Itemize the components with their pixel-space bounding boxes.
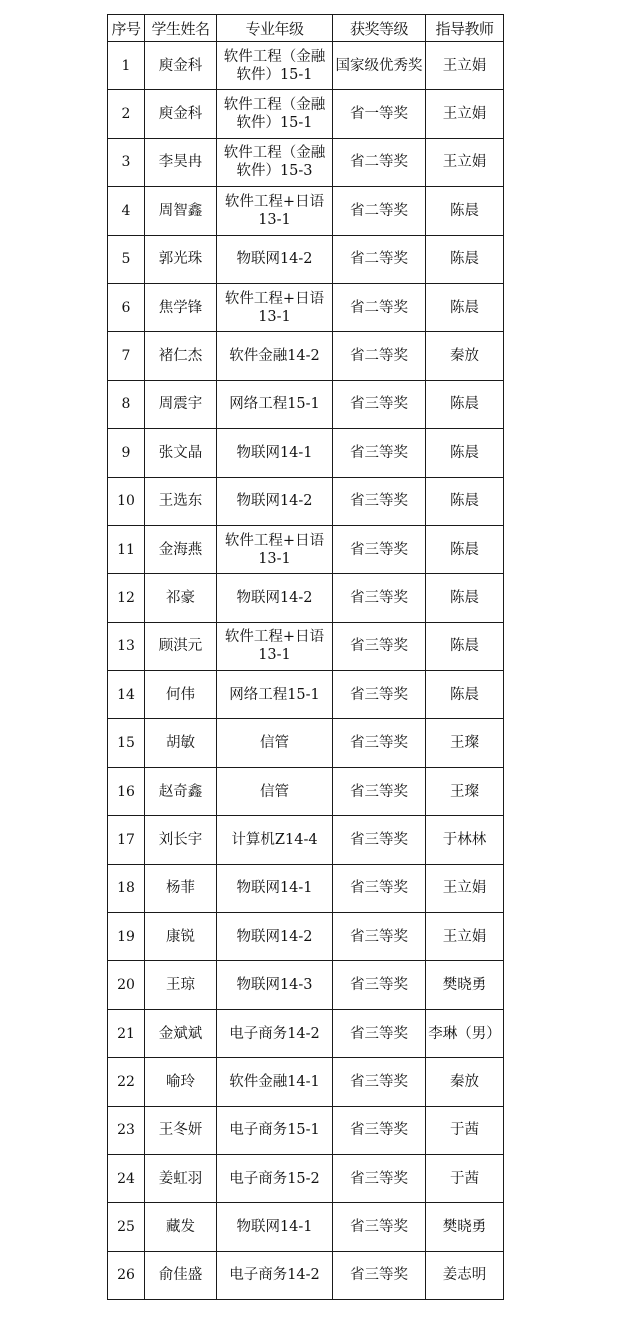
cell-teacher: 陈晨 bbox=[426, 671, 504, 719]
cell-name: 藏发 bbox=[145, 1203, 217, 1251]
cell-name: 何伟 bbox=[145, 671, 217, 719]
table-row bbox=[108, 42, 504, 90]
cell-major: 物联网14-1 bbox=[217, 429, 333, 477]
cell-teacher: 王立娟 bbox=[426, 90, 504, 138]
cell-award: 省三等奖 bbox=[333, 913, 426, 961]
cell-award: 省三等奖 bbox=[333, 719, 426, 767]
cell-award: 省三等奖 bbox=[333, 525, 426, 573]
cell-no: 24 bbox=[108, 1154, 145, 1202]
cell-no: 4 bbox=[108, 187, 145, 235]
table-row bbox=[108, 864, 504, 912]
table-row bbox=[108, 138, 504, 186]
table-row bbox=[108, 1106, 504, 1154]
header-no: 序号 bbox=[108, 15, 145, 42]
cell-major: 物联网14-2 bbox=[217, 235, 333, 283]
cell-no: 15 bbox=[108, 719, 145, 767]
cell-award: 省三等奖 bbox=[333, 671, 426, 719]
cell-major: 网络工程15-1 bbox=[217, 671, 333, 719]
cell-teacher: 樊晓勇 bbox=[426, 1203, 504, 1251]
cell-name: 刘长宇 bbox=[145, 816, 217, 864]
table-row bbox=[108, 1154, 504, 1202]
cell-major: 物联网14-2 bbox=[217, 477, 333, 525]
cell-name: 赵奇鑫 bbox=[145, 767, 217, 815]
cell-teacher: 秦放 bbox=[426, 1058, 504, 1106]
cell-name: 庾金科 bbox=[145, 90, 217, 138]
cell-major: 软件工程+日语13-1 bbox=[217, 283, 333, 331]
cell-major: 信管 bbox=[217, 767, 333, 815]
table-row bbox=[108, 719, 504, 767]
cell-teacher: 樊晓勇 bbox=[426, 961, 504, 1009]
cell-no: 16 bbox=[108, 767, 145, 815]
cell-name: 庾金科 bbox=[145, 42, 217, 90]
table-row bbox=[108, 90, 504, 138]
cell-teacher: 王立娟 bbox=[426, 138, 504, 186]
cell-award: 省三等奖 bbox=[333, 1251, 426, 1299]
cell-award: 省三等奖 bbox=[333, 574, 426, 622]
cell-award: 省二等奖 bbox=[333, 138, 426, 186]
table-body bbox=[108, 42, 504, 1300]
cell-name: 王琼 bbox=[145, 961, 217, 1009]
table-row bbox=[108, 525, 504, 573]
cell-major: 软件工程+日语13-1 bbox=[217, 187, 333, 235]
cell-award: 省三等奖 bbox=[333, 622, 426, 670]
cell-no: 1 bbox=[108, 42, 145, 90]
cell-award: 省二等奖 bbox=[333, 283, 426, 331]
cell-major: 软件工程+日语13-1 bbox=[217, 622, 333, 670]
table-row bbox=[108, 913, 504, 961]
cell-major: 软件工程（金融软件）15-3 bbox=[217, 138, 333, 186]
cell-name: 杨菲 bbox=[145, 864, 217, 912]
cell-no: 13 bbox=[108, 622, 145, 670]
cell-no: 23 bbox=[108, 1106, 145, 1154]
cell-teacher: 于林林 bbox=[426, 816, 504, 864]
cell-major: 软件金融14-1 bbox=[217, 1058, 333, 1106]
cell-name: 祁豪 bbox=[145, 574, 217, 622]
cell-no: 11 bbox=[108, 525, 145, 573]
table-row bbox=[108, 477, 504, 525]
header-teacher: 指导教师 bbox=[426, 15, 504, 42]
cell-name: 姜虹羽 bbox=[145, 1154, 217, 1202]
table-row bbox=[108, 961, 504, 1009]
cell-teacher: 王立娟 bbox=[426, 864, 504, 912]
cell-award: 国家级优秀奖 bbox=[333, 42, 426, 90]
cell-no: 10 bbox=[108, 477, 145, 525]
cell-name: 张文晶 bbox=[145, 429, 217, 477]
cell-award: 省三等奖 bbox=[333, 864, 426, 912]
cell-no: 20 bbox=[108, 961, 145, 1009]
table-row bbox=[108, 380, 504, 428]
cell-award: 省三等奖 bbox=[333, 1058, 426, 1106]
cell-major: 信管 bbox=[217, 719, 333, 767]
cell-name: 俞佳盛 bbox=[145, 1251, 217, 1299]
cell-award: 省三等奖 bbox=[333, 1106, 426, 1154]
cell-no: 14 bbox=[108, 671, 145, 719]
cell-name: 周震宇 bbox=[145, 380, 217, 428]
cell-major: 电子商务15-2 bbox=[217, 1154, 333, 1202]
cell-name: 李昊冉 bbox=[145, 138, 217, 186]
cell-name: 金海燕 bbox=[145, 525, 217, 573]
cell-teacher: 陈晨 bbox=[426, 622, 504, 670]
table-row bbox=[108, 1251, 504, 1299]
cell-award: 省三等奖 bbox=[333, 1203, 426, 1251]
cell-major: 电子商务15-1 bbox=[217, 1106, 333, 1154]
cell-no: 25 bbox=[108, 1203, 145, 1251]
cell-award: 省三等奖 bbox=[333, 477, 426, 525]
table-row bbox=[108, 671, 504, 719]
cell-major: 计算机Z14-4 bbox=[217, 816, 333, 864]
cell-teacher: 王立娟 bbox=[426, 42, 504, 90]
cell-teacher: 陈晨 bbox=[426, 477, 504, 525]
cell-major: 软件工程（金融软件）15-1 bbox=[217, 42, 333, 90]
header-award: 获奖等级 bbox=[333, 15, 426, 42]
cell-name: 顾淇元 bbox=[145, 622, 217, 670]
cell-teacher: 陈晨 bbox=[426, 429, 504, 477]
awards-table bbox=[107, 14, 504, 1300]
header-name: 学生姓名 bbox=[145, 15, 217, 42]
table-row bbox=[108, 235, 504, 283]
table-row bbox=[108, 574, 504, 622]
cell-no: 12 bbox=[108, 574, 145, 622]
cell-award: 省三等奖 bbox=[333, 380, 426, 428]
cell-teacher: 王璨 bbox=[426, 719, 504, 767]
header-major: 专业年级 bbox=[217, 15, 333, 42]
cell-award: 省二等奖 bbox=[333, 235, 426, 283]
cell-teacher: 于茜 bbox=[426, 1154, 504, 1202]
table-row bbox=[108, 429, 504, 477]
cell-major: 物联网14-1 bbox=[217, 1203, 333, 1251]
cell-name: 褚仁杰 bbox=[145, 332, 217, 380]
cell-no: 5 bbox=[108, 235, 145, 283]
header-row bbox=[108, 15, 504, 42]
cell-no: 22 bbox=[108, 1058, 145, 1106]
table-row bbox=[108, 1203, 504, 1251]
cell-no: 8 bbox=[108, 380, 145, 428]
cell-no: 18 bbox=[108, 864, 145, 912]
cell-award: 省三等奖 bbox=[333, 767, 426, 815]
cell-no: 9 bbox=[108, 429, 145, 477]
cell-teacher: 王立娟 bbox=[426, 913, 504, 961]
cell-name: 焦学锋 bbox=[145, 283, 217, 331]
cell-major: 软件金融14-2 bbox=[217, 332, 333, 380]
table-row bbox=[108, 1009, 504, 1057]
table-row bbox=[108, 1058, 504, 1106]
table-row bbox=[108, 816, 504, 864]
cell-award: 省三等奖 bbox=[333, 961, 426, 1009]
cell-name: 王选东 bbox=[145, 477, 217, 525]
cell-major: 电子商务14-2 bbox=[217, 1251, 333, 1299]
cell-no: 21 bbox=[108, 1009, 145, 1057]
cell-teacher: 陈晨 bbox=[426, 525, 504, 573]
cell-award: 省二等奖 bbox=[333, 332, 426, 380]
cell-major: 软件工程+日语13-1 bbox=[217, 525, 333, 573]
table-row bbox=[108, 283, 504, 331]
cell-teacher: 陈晨 bbox=[426, 574, 504, 622]
cell-major: 电子商务14-2 bbox=[217, 1009, 333, 1057]
cell-no: 26 bbox=[108, 1251, 145, 1299]
cell-award: 省三等奖 bbox=[333, 1009, 426, 1057]
cell-major: 软件工程（金融软件）15-1 bbox=[217, 90, 333, 138]
cell-award: 省三等奖 bbox=[333, 429, 426, 477]
cell-major: 物联网14-2 bbox=[217, 913, 333, 961]
cell-name: 康锐 bbox=[145, 913, 217, 961]
cell-award: 省二等奖 bbox=[333, 187, 426, 235]
cell-award: 省三等奖 bbox=[333, 816, 426, 864]
cell-name: 郭光珠 bbox=[145, 235, 217, 283]
cell-no: 7 bbox=[108, 332, 145, 380]
cell-teacher: 陈晨 bbox=[426, 283, 504, 331]
cell-major: 物联网14-1 bbox=[217, 864, 333, 912]
cell-name: 金斌斌 bbox=[145, 1009, 217, 1057]
cell-teacher: 陈晨 bbox=[426, 235, 504, 283]
table-row bbox=[108, 622, 504, 670]
cell-teacher: 陈晨 bbox=[426, 380, 504, 428]
cell-teacher: 王璨 bbox=[426, 767, 504, 815]
cell-no: 17 bbox=[108, 816, 145, 864]
cell-teacher: 姜志明 bbox=[426, 1251, 504, 1299]
cell-teacher: 李琳（男） bbox=[426, 1009, 504, 1057]
cell-major: 网络工程15-1 bbox=[217, 380, 333, 428]
cell-award: 省一等奖 bbox=[333, 90, 426, 138]
cell-teacher: 陈晨 bbox=[426, 187, 504, 235]
cell-no: 3 bbox=[108, 138, 145, 186]
cell-award: 省三等奖 bbox=[333, 1154, 426, 1202]
cell-major: 物联网14-2 bbox=[217, 574, 333, 622]
cell-teacher: 于茜 bbox=[426, 1106, 504, 1154]
cell-name: 胡敏 bbox=[145, 719, 217, 767]
cell-name: 喻玲 bbox=[145, 1058, 217, 1106]
cell-no: 6 bbox=[108, 283, 145, 331]
cell-teacher: 秦放 bbox=[426, 332, 504, 380]
table-row bbox=[108, 332, 504, 380]
cell-name: 王冬妍 bbox=[145, 1106, 217, 1154]
cell-no: 19 bbox=[108, 913, 145, 961]
table-row bbox=[108, 187, 504, 235]
cell-major: 物联网14-3 bbox=[217, 961, 333, 1009]
table-row bbox=[108, 767, 504, 815]
cell-no: 2 bbox=[108, 90, 145, 138]
cell-name: 周智鑫 bbox=[145, 187, 217, 235]
